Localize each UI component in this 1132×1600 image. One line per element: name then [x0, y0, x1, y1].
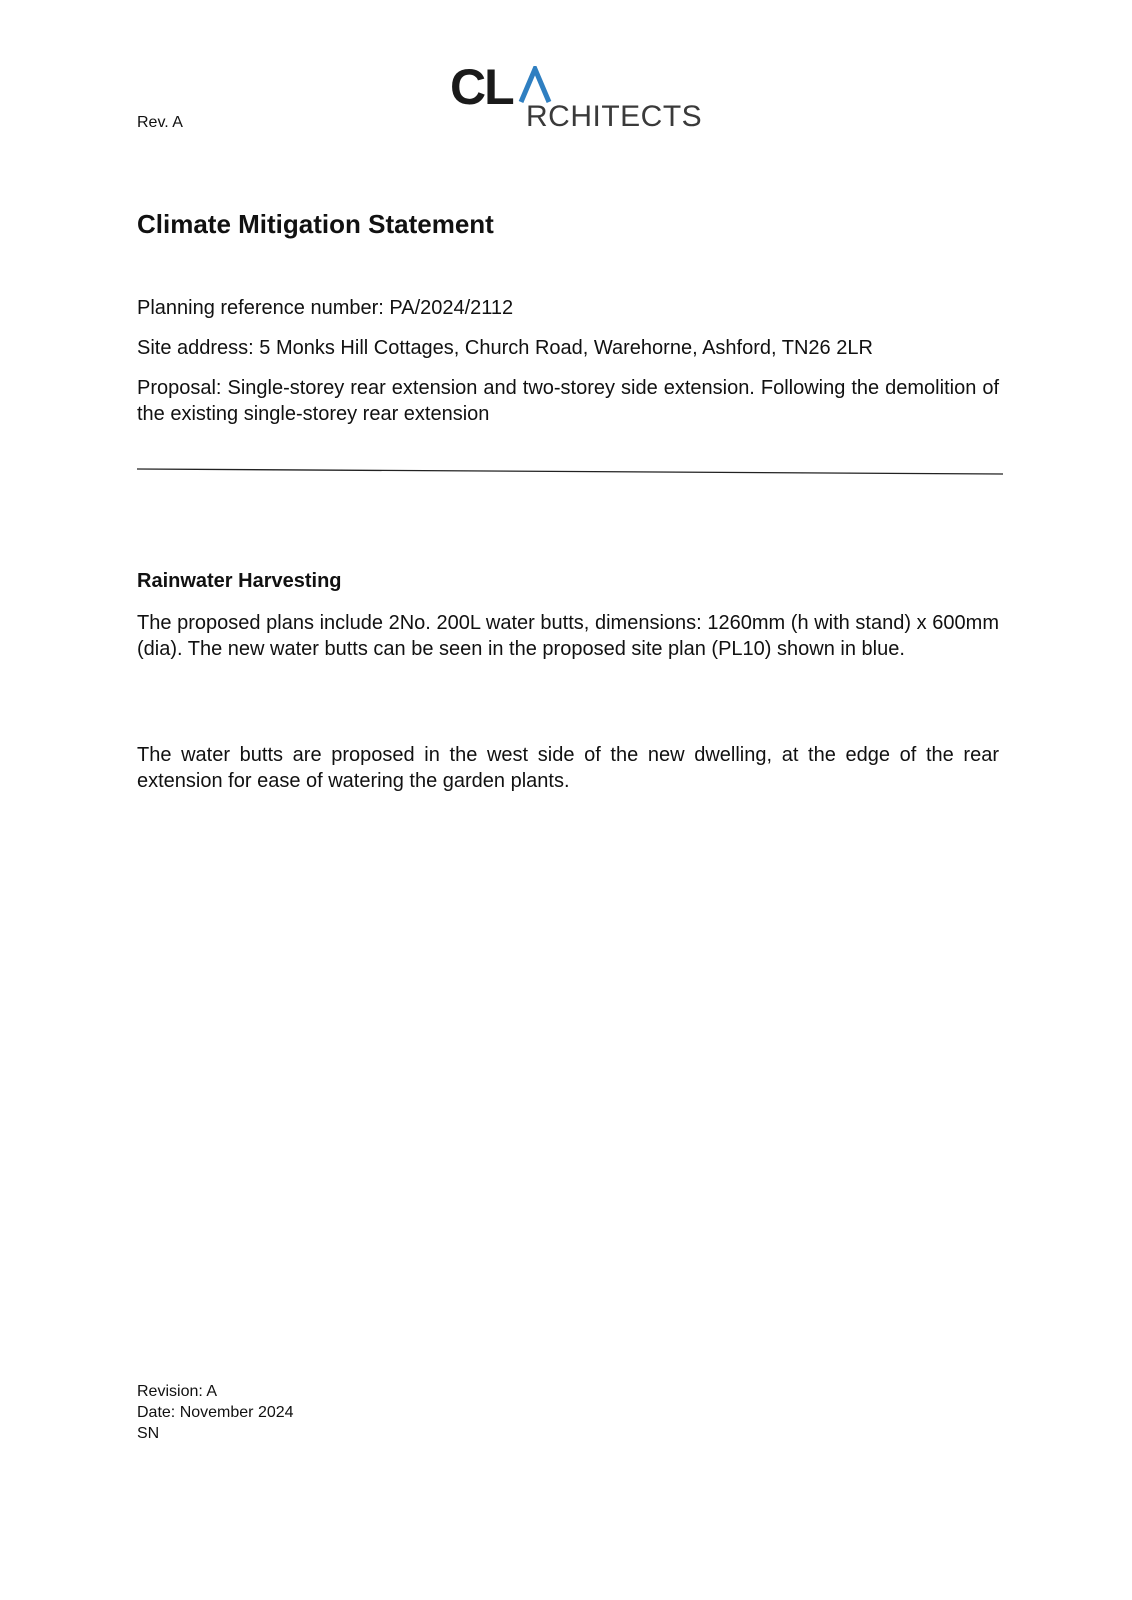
rainwater-paragraph-2: The water butts are proposed in the west side of the new dwelling, at the edge of the rear extension for ease of watering the garden plants.	[137, 744, 999, 792]
proposal-text: Proposal: Single-storey rear extension and two-storey side extension. Following the demolition of the existing single-storey rear extension	[137, 377, 999, 425]
site-address: Site address: 5 Monks Hill Cottages, Church Road, Warehorne, Ashford, TN26 2LR	[137, 337, 873, 359]
footer-author: SN	[137, 1425, 160, 1442]
logo-text-light: RCHITECTS	[526, 100, 703, 133]
document-title: Climate Mitigation Statement	[137, 209, 494, 239]
section-divider	[137, 468, 1003, 476]
document-footer	[137, 1381, 294, 1444]
logo-text-bold: CL	[450, 59, 513, 115]
rainwater-paragraph-1: The proposed plans include 2No. 200L water butts, dimensions: 1260mm (h with stand) x 600mm (dia). The new water butts can be seen in the proposed site plan (PL10) shown in blue.	[137, 612, 999, 660]
footer-revision: Revision: A	[137, 1383, 218, 1400]
planning-reference: Planning reference number: PA/2024/2112	[137, 297, 514, 319]
revision-label: Rev. A	[137, 114, 183, 131]
logo-caret-icon	[518, 66, 552, 104]
section-heading: Rainwater Harvesting	[137, 570, 342, 592]
footer-date: Date: November 2024	[137, 1404, 294, 1421]
company-logo	[450, 59, 703, 134]
